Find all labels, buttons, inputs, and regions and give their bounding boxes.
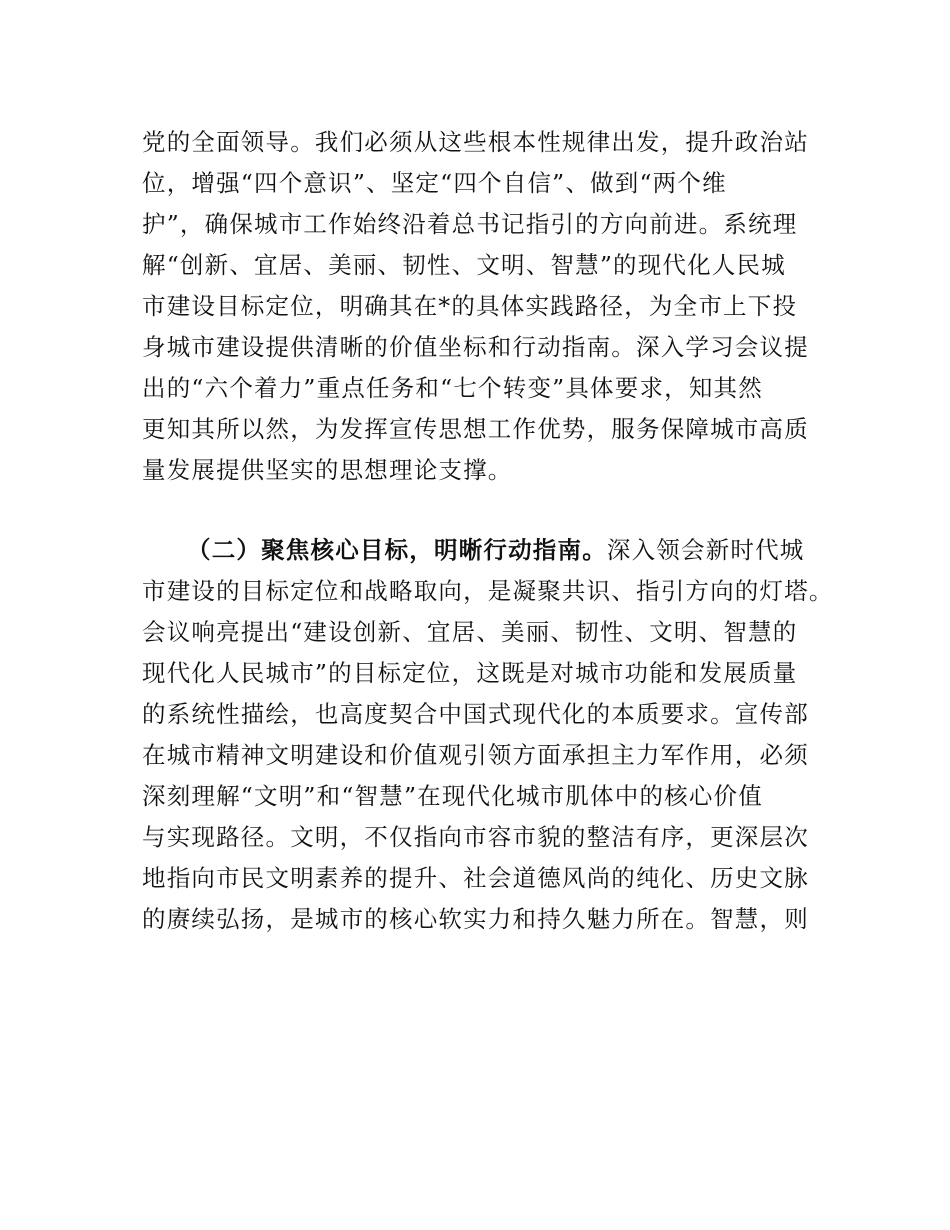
paragraph-line: 的赓续弘扬，是城市的核心软实力和持久魅力所在。智慧，则 bbox=[142, 905, 809, 933]
paragraph-first-line bbox=[187, 535, 805, 565]
paragraph-line: 的系统性描绘，也高度契合中国式现代化的本质要求。宣传部 bbox=[142, 700, 809, 728]
paragraph-line: 护”，确保城市工作始终沿着总书记指引的方向前进。系统理 bbox=[142, 210, 798, 238]
paragraph-line: 地指向市民文明素养的提升、社会道德风尚的纯化、历史文脉 bbox=[142, 864, 809, 892]
paragraph-line: 会议响亮提出“建设创新、宜居、美丽、韧性、文明、智慧的 bbox=[142, 618, 798, 646]
section-heading: （二）聚焦核心目标，明晰行动指南。 bbox=[187, 536, 607, 564]
paragraph-line: 市建设目标定位，明确其在*的具体实践路径，为全市上下投 bbox=[142, 292, 798, 320]
paragraph-line: 量发展提供坚实的思想理论支撑。 bbox=[142, 456, 513, 484]
paragraph-line: 党的全面领导。我们必须从这些根本性规律出发，提升政治站 bbox=[142, 128, 809, 156]
paragraph-line: 位，增强“四个意识”、坚定“四个自信”、做到“两个维 bbox=[142, 169, 727, 197]
paragraph-line: 深刻理解“文明”和“智慧”在现代化城市肌体中的核心价值 bbox=[142, 782, 763, 810]
paragraph-line: 市建设的目标定位和战略取向，是凝聚共识、指引方向的灯塔。 bbox=[142, 577, 834, 605]
paragraph-line: 解“创新、宜居、美丽、韧性、文明、智慧”的现代化人民城 bbox=[142, 251, 786, 279]
paragraph-line: 现代化人民城市”的目标定位，这既是对城市功能和发展质量 bbox=[142, 659, 798, 687]
paragraph-line: 更知其所以然，为发挥宣传思想工作优势，服务保障城市高质 bbox=[142, 415, 809, 443]
paragraph-line: 在城市精神文明建设和价值观引领方面承担主力军作用，必须 bbox=[142, 741, 809, 769]
paragraph-line-rest: 深入领会新时代城 bbox=[606, 536, 805, 564]
paragraph-line: 与实现路径。文明，不仅指向市容市貌的整洁有序，更深层次 bbox=[142, 823, 809, 851]
paragraph-line: 出的“六个着力”重点任务和“七个转变”具体要求，知其然 bbox=[142, 374, 763, 402]
paragraph-line: 身城市建设提供清晰的价值坐标和行动指南。深入学习会议提 bbox=[142, 333, 809, 361]
